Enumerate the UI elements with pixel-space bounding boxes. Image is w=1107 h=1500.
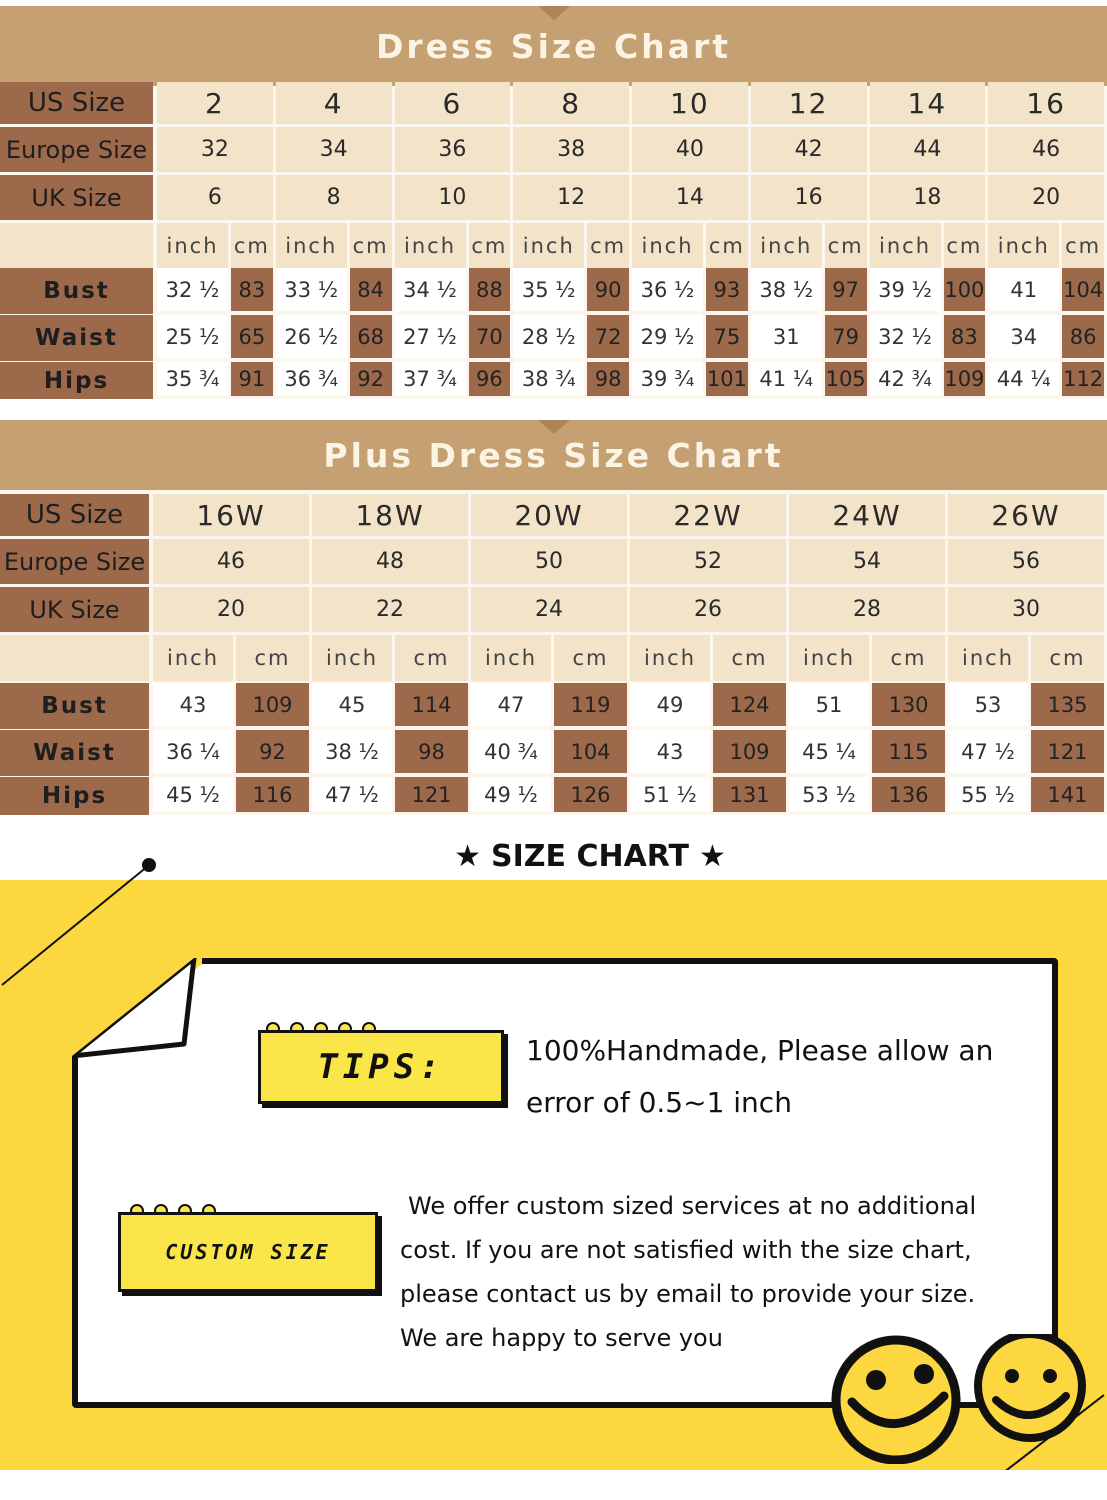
row-label-europe: Europe Size [0,127,153,172]
hips-cm-cell: 141 [1031,777,1104,812]
unit-inch-label: inch [157,223,228,268]
us-size-cell: 8 [513,82,629,124]
unit-cm-label: cm [350,223,392,268]
unit-inch-label: inch [632,223,703,268]
waist-inch-cell: 29 ½ [632,315,703,358]
unit-cm-label: cm [1031,635,1104,681]
bust-inch-cell: 43 [153,683,233,726]
star-icon: ★ [699,839,726,874]
eu-size-cell: 46 [988,127,1104,172]
waist-inch-cell: 38 ½ [312,730,392,773]
waist-cm-cell: 104 [554,730,627,773]
us-size-cell: 12 [751,82,867,124]
waist-inch-cell: 27 ½ [395,315,466,358]
waist-inch-cell: 28 ½ [513,315,584,358]
waist-cm-cell: 83 [944,315,986,358]
hips-inch-cell: 47 ½ [312,777,392,812]
bust-inch-cell: 34 ½ [395,268,466,311]
unit-cm-label: cm [469,223,511,268]
uk-size-cell: 20 [153,587,309,632]
unit-cm-label: cm [231,223,273,268]
us-size-cell: 18W [312,494,468,536]
waist-cm-cell: 92 [236,730,309,773]
waist-cm-cell: 75 [706,315,748,358]
hips-inch-cell: 41 ¼ [751,362,822,396]
bust-cm-cell: 93 [706,268,748,311]
row-label-us: US Size [0,494,149,536]
bust-cm-cell: 88 [469,268,511,311]
unit-cm-label: cm [587,223,629,268]
hips-cm-cell: 101 [706,362,748,396]
eu-size-cell: 48 [312,539,468,584]
hips-cm-cell: 91 [231,362,273,396]
row-label-uk: UK Size [0,587,149,632]
unit-cm-label: cm [944,223,986,268]
bust-inch-cell: 36 ½ [632,268,703,311]
waist-cm-cell: 68 [350,315,392,358]
bust-cm-cell: 109 [236,683,309,726]
folded-corner-icon [72,958,202,1058]
waist-inch-cell: 31 [751,315,822,358]
eu-size-cell: 46 [153,539,309,584]
unit-inch-label: inch [513,223,584,268]
hips-cm-cell: 98 [587,362,629,396]
unit-inch-label: inch [630,635,710,681]
row-label-hips: Hips [0,777,149,815]
us-size-cell: 22W [630,494,786,536]
waist-cm-cell: 79 [825,315,867,358]
bust-inch-cell: 35 ½ [513,268,584,311]
unit-inch-label: inch [276,223,347,268]
row-label-hips: Hips [0,362,153,399]
hips-inch-cell: 35 ¾ [157,362,228,396]
uk-size-cell: 24 [471,587,627,632]
hips-cm-cell: 126 [554,777,627,812]
hips-cm-cell: 116 [236,777,309,812]
waist-inch-cell: 26 ½ [276,315,347,358]
unit-inch-label: inch [471,635,551,681]
bust-inch-cell: 32 ½ [157,268,228,311]
unit-cm-label: cm [872,635,945,681]
bust-cm-cell: 97 [825,268,867,311]
row-label-uk: UK Size [0,175,153,220]
waist-cm-cell: 121 [1031,730,1104,773]
bust-cm-cell: 90 [587,268,629,311]
waist-inch-cell: 34 [988,315,1059,358]
waist-inch-cell: 40 ¾ [471,730,551,773]
unit-cm-label: cm [236,635,309,681]
row-label-waist: Waist [0,315,153,361]
us-size-cell: 16W [153,494,309,536]
us-size-cell: 16 [988,82,1104,124]
unit-inch-label: inch [395,223,466,268]
eu-size-cell: 32 [157,127,273,172]
row-label-europe: Europe Size [0,539,149,584]
waist-cm-cell: 72 [587,315,629,358]
title-notch [538,6,570,20]
uk-size-cell: 20 [988,175,1104,220]
eu-size-cell: 56 [948,539,1104,584]
row-label-waist: Waist [0,730,149,776]
bust-cm-cell: 130 [872,683,945,726]
bust-cm-cell: 84 [350,268,392,311]
hips-cm-cell: 136 [872,777,945,812]
unit-row-spacer [0,635,149,681]
bust-inch-cell: 33 ½ [276,268,347,311]
unit-inch-label: inch [789,635,869,681]
unit-inch-label: inch [948,635,1028,681]
custom-text-line2: cost. If you are not satisfied with the size chart, [400,1236,972,1264]
waist-inch-cell: 25 ½ [157,315,228,358]
us-size-cell: 26W [948,494,1104,536]
waist-cm-cell: 65 [231,315,273,358]
eu-size-cell: 52 [630,539,786,584]
unit-inch-label: inch [751,223,822,268]
bust-inch-cell: 39 ½ [870,268,941,311]
waist-inch-cell: 36 ¼ [153,730,233,773]
eu-size-cell: 34 [276,127,392,172]
uk-size-cell: 26 [630,587,786,632]
us-size-cell: 6 [395,82,511,124]
row-label-us: US Size [0,82,153,124]
unit-row-spacer [0,223,153,268]
dress-size-chart [0,6,1107,399]
custom-text-line3: please contact us by email to provide your size. [400,1280,976,1308]
unit-inch-label: inch [988,223,1059,268]
waist-cm-cell: 86 [1062,315,1104,358]
us-size-cell: 4 [276,82,392,124]
bust-cm-cell: 104 [1062,268,1104,311]
hips-cm-cell: 112 [1062,362,1104,396]
bust-cm-cell: 119 [554,683,627,726]
hips-cm-cell: 105 [825,362,867,396]
waist-cm-cell: 98 [395,730,468,773]
bust-inch-cell: 41 [988,268,1059,311]
hips-inch-cell: 49 ½ [471,777,551,812]
uk-size-cell: 22 [312,587,468,632]
hips-inch-cell: 36 ¾ [276,362,347,396]
size-chart-heading [0,838,1107,874]
bust-inch-cell: 47 [471,683,551,726]
unit-cm-label: cm [395,635,468,681]
unit-cm-label: cm [1062,223,1104,268]
custom-text-line1: We offer custom sized services at no additional [408,1192,977,1220]
us-size-cell: 24W [789,494,945,536]
uk-size-cell: 14 [632,175,748,220]
hips-inch-cell: 44 ¼ [988,362,1059,396]
hips-inch-cell: 38 ¾ [513,362,584,396]
tips-badge-label: TIPS: [317,1047,445,1087]
eu-size-cell: 40 [632,127,748,172]
tips-badge [258,1030,504,1104]
custom-size-badge [118,1212,378,1292]
bust-inch-cell: 45 [312,683,392,726]
uk-size-cell: 16 [751,175,867,220]
hips-cm-cell: 92 [350,362,392,396]
hips-inch-cell: 45 ½ [153,777,233,812]
waist-inch-cell: 47 ½ [948,730,1028,773]
bust-inch-cell: 51 [789,683,869,726]
waist-cm-cell: 70 [469,315,511,358]
waist-inch-cell: 32 ½ [870,315,941,358]
plus-dress-size-chart [0,420,1107,815]
waist-cm-cell: 115 [872,730,945,773]
bust-inch-cell: 49 [630,683,710,726]
plus-chart-title: Plus Dress Size Chart [0,420,1107,490]
us-size-cell: 10 [632,82,748,124]
tips-text-line1: 100%Handmade, Please allow an [526,1034,994,1067]
eu-size-cell: 38 [513,127,629,172]
hips-cm-cell: 131 [713,777,786,812]
bust-inch-cell: 38 ½ [751,268,822,311]
smiley-faces-icon [816,1334,1106,1464]
bust-cm-cell: 114 [395,683,468,726]
uk-size-cell: 28 [789,587,945,632]
bust-cm-cell: 83 [231,268,273,311]
eu-size-cell: 44 [870,127,986,172]
uk-size-cell: 30 [948,587,1104,632]
unit-cm-label: cm [706,223,748,268]
unit-cm-label: cm [713,635,786,681]
uk-size-cell: 12 [513,175,629,220]
hips-inch-cell: 42 ¾ [870,362,941,396]
bottom-margin [0,1470,1107,1500]
custom-text-line4: We are happy to serve you [400,1324,723,1352]
hips-inch-cell: 39 ¾ [632,362,703,396]
unit-inch-label: inch [312,635,392,681]
hips-inch-cell: 37 ¾ [395,362,466,396]
unit-cm-label: cm [825,223,867,268]
hips-cm-cell: 96 [469,362,511,396]
hips-inch-cell: 53 ½ [789,777,869,812]
unit-inch-label: inch [153,635,233,681]
waist-inch-cell: 43 [630,730,710,773]
eu-size-cell: 54 [789,539,945,584]
row-label-bust: Bust [0,268,153,314]
us-size-cell: 14 [870,82,986,124]
bust-inch-cell: 53 [948,683,1028,726]
tips-text-line2: error of 0.5~1 inch [526,1086,792,1119]
waist-inch-cell: 45 ¼ [789,730,869,773]
eu-size-cell: 42 [751,127,867,172]
hips-inch-cell: 55 ½ [948,777,1028,812]
uk-size-cell: 8 [276,175,392,220]
bust-cm-cell: 135 [1031,683,1104,726]
unit-cm-label: cm [554,635,627,681]
dress-chart-title: Dress Size Chart [0,6,1107,86]
unit-inch-label: inch [870,223,941,268]
us-size-cell: 2 [157,82,273,124]
star-icon: ★ [454,839,481,874]
eu-size-cell: 50 [471,539,627,584]
bust-cm-cell: 100 [944,268,986,311]
eu-size-cell: 36 [395,127,511,172]
uk-size-cell: 18 [870,175,986,220]
hips-cm-cell: 121 [395,777,468,812]
us-size-cell: 20W [471,494,627,536]
hips-inch-cell: 51 ½ [630,777,710,812]
custom-size-badge-label: CUSTOM SIZE [165,1240,331,1264]
waist-cm-cell: 109 [713,730,786,773]
hips-cm-cell: 109 [944,362,986,396]
title-notch [538,420,570,434]
uk-size-cell: 6 [157,175,273,220]
bust-cm-cell: 124 [713,683,786,726]
uk-size-cell: 10 [395,175,511,220]
row-label-bust: Bust [0,683,149,729]
size-chart-heading-text: SIZE CHART [490,839,690,874]
